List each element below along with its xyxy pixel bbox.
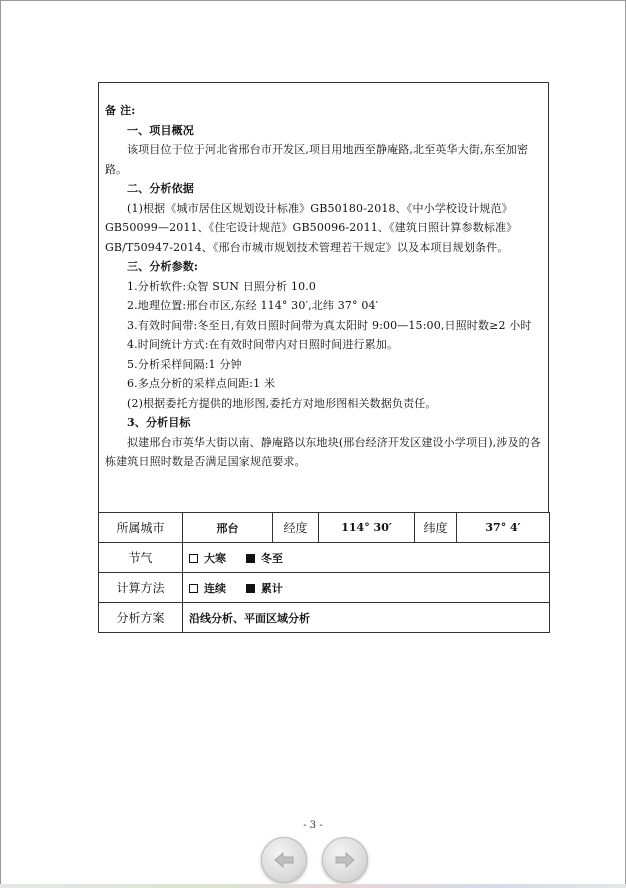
bottom-strip — [0, 884, 626, 888]
arrow-right-icon — [333, 848, 357, 872]
longitude-value: 114° 30′ — [319, 513, 415, 543]
calc-method-option-continuous[interactable] — [189, 580, 226, 596]
params-note: (2)根据委托方提供的地形图,委托方对地形图相关数据负责任。 — [127, 396, 437, 410]
param-item: 4.时间统计方式:在有效时间带内对日照时间进行累加。 — [127, 338, 399, 351]
notes-box — [98, 82, 549, 512]
param-item: 1.分析软件:众智 SUN 日照分析 10.0 — [127, 279, 317, 293]
analysis-plan-label: 分析方案 — [99, 603, 183, 633]
option-label: 累计 — [260, 581, 283, 595]
arrow-left-icon — [272, 848, 296, 872]
option-label: 连续 — [204, 581, 226, 595]
param-item: 5.分析采样间隔:1 分钟 — [127, 357, 242, 371]
solar-term-option-dongzhi[interactable] — [246, 550, 283, 566]
calc-method-label: 计算方法 — [99, 573, 183, 603]
info-table — [98, 512, 550, 633]
option-label: 大寒 — [204, 551, 226, 565]
table-row — [99, 573, 550, 603]
table-row — [99, 513, 550, 543]
overview-title: 一、项目概况 — [127, 123, 194, 137]
goal-title: 3、分析目标 — [127, 416, 191, 429]
prev-page-button[interactable] — [261, 837, 307, 883]
option-label: 冬至 — [260, 551, 283, 565]
table-row — [99, 543, 550, 573]
params-title: 三、分析参数: — [127, 260, 199, 273]
checkbox-filled-icon[interactable] — [246, 554, 255, 563]
page-number: - 3 - — [303, 820, 323, 831]
param-item: 6.多点分析的采样点间距:1 米 — [127, 377, 276, 390]
solar-term-label: 节气 — [99, 543, 183, 573]
table-row — [99, 603, 550, 633]
analysis-plan-value: 沿线分析、平面区域分析 — [183, 603, 550, 633]
city-label: 所属城市 — [99, 513, 183, 543]
calc-method-options — [183, 573, 550, 603]
goal-text: 拟建邢台市英华大街以南、静庵路以东地块(邢台经济开发区建设小学项目),涉及的各栋建筑日照时数是否满足国家规范要求。 — [105, 435, 541, 468]
solar-term-options — [183, 543, 550, 573]
checkbox-empty-icon[interactable] — [189, 584, 198, 593]
overview-text: 该项目位于位于河北省邢台市开发区,项目用地西至静庵路,北至英华大街,东至加密路。 — [105, 143, 529, 176]
longitude-label: 经度 — [273, 513, 319, 543]
solar-term-option-dahan[interactable] — [189, 550, 226, 566]
calc-method-option-cumulative[interactable] — [246, 580, 283, 596]
basis-title: 二、分析依据 — [127, 182, 194, 195]
next-page-button[interactable] — [322, 837, 368, 883]
checkbox-filled-icon[interactable] — [246, 584, 255, 593]
param-item: 2.地理位置:邢台市区,东经 114° 30′,北纬 37° 04′ — [127, 299, 379, 312]
latitude-label: 纬度 — [415, 513, 457, 543]
checkbox-empty-icon[interactable] — [189, 554, 198, 563]
notes-heading: 备 注: — [105, 104, 136, 117]
notes-content — [105, 101, 543, 472]
latitude-value: 37° 4′ — [457, 513, 550, 543]
basis-text: (1)根据《城市居住区规划设计标准》GB50180-2018、《中小学校设计规范》GB50099—2011、《住宅设计规范》GB50096-2011、《建筑日照计算参数标准》GB/T50947-2014、《邢台市城市规划技术管理若干规定》以及本项目规划条件。 — [105, 201, 518, 254]
param-item: 3.有效时间带:冬至日,有效日照时间带为真太阳时 9:00—15:00,日照时数≥2 小时 — [127, 318, 532, 332]
city-value: 邢台 — [183, 513, 273, 543]
